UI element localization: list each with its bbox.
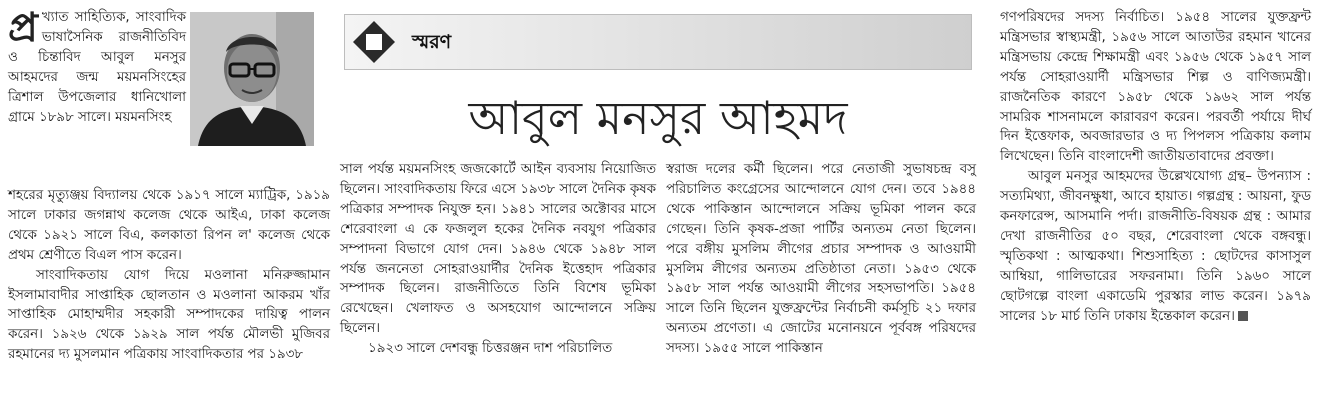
column-4 [1000,8,1311,327]
paragraph: ১৯২৩ সালে দেশবন্ধু চিত্তরঞ্জন দাশ পরিচালিত [368,341,613,357]
diamond-square-icon [352,20,396,64]
portrait-photo [190,12,314,146]
column-3 [666,160,976,359]
paragraph: স্বরাজ দলের কর্মী ছিলেন। পরে নেতাজী সুভাষচন্দ্র বসু পরিচালিত কংগ্রেসের আন্দোলনে যোগ দেন। তবে ১৯৪৪ থেকে পাকিস্তান আন্দোলনে সক্রিয় ভূমিকা পালন করে গেছেন। তিনি কৃষক-প্রজা পার্টির অন্যতম নেতা ছিলেন। পরে বঙ্গীয় মুসলিম লীগের প্রচার সম্পাদক ও আওয়ামী মুসলিম লীগের অন্যতম প্রতিষ্ঠাতা নেতা। ১৯৫৩ থেকে ১৯৫৮ সাল পর্যন্ত আওয়ামী লীগের সহসভাপতি। ১৯৫৪ সালে তিনি ছিলেন যুক্তফ্রন্টের নির্বাচনী কর্মসূচি ২১ দফার অন্যতম প্রণেতা। এ জোটের মনোনয়নে পূর্ববঙ্গ পরিষদের সদস্য। ১৯৫৫ সালে পাকিস্তান [666,162,976,357]
column-2 [340,160,656,359]
portrait-illustration [190,12,314,146]
section-label: স্মরণ [412,31,452,53]
headline: আবুল মনসুর আহমদ [468,91,848,145]
column-1-intro [8,4,186,127]
paragraph: সাল পর্যন্ত ময়মনসিংহ জজকোর্টে আইন ব্যবসায় নিয়োজিত ছিলেন। সাংবাদিকতায় ফিরে এসে ১৯৩৮ সালে দৈনিক কৃষক পত্রিকার সম্পাদক নিযুক্ত হন। ১৯৪১ সালের অক্টোবর মাসে শেরেবাংলা এ কে ফজলুল হকের দৈনিক নবযুগ পত্রিকার সম্পাদনা বিভাগে যোগ দেন। ১৯৪৬ থেকে ১৯৪৮ সাল পর্যন্ত জননেতা সোহরাওয়ার্দীর দৈনিক ইত্তেহাদ পত্রিকার সম্পাদক ছিলেন। রাজনীতিতে তিনি বিশেষ ভূমিকা রেখেছেন। খেলাফত ও অসহযোগ আন্দোলনে সক্রিয় ছিলেন। [340,162,656,337]
intro-text: খ্যাত সাহিত্যিক, সাংবাদিক ভাষাসৈনিক রাজনীতিবিদ ও চিন্তাবিদ আবুল মনসুর আহমদের জন্ম ময়মনসিংহের ত্রিশাল উপজেলার ধানিখোলা গ্রামে ১৮৯৮ সালে। ময়মনসিংহ [8,10,186,125]
paragraph: গণপরিষদের সদস্য নির্বাচিত। ১৯৫৪ সালের যুক্তফ্রন্ট মন্ত্রিসভার স্বাস্থ্যমন্ত্রী, ১৯৫৬ সালে আতাউর রহমান খানের মন্ত্রিসভায় কেন্দ্রে শিক্ষামন্ত্রী এবং ১৯৫৬ থেকে ১৯৫৭ সাল পর্যন্ত সোহরাওয়ার্দী মন্ত্রিসভার শিল্প ও বাণিজ্যমন্ত্রী। রাজনৈতিক কারণে ১৯৫৮ থেকে ১৯৬২ সাল পর্যন্ত সামরিক শাসনামলে কারাবরণ করেন। পরবর্তী পর্যায়ে দীর্ঘ দিন ইত্তেফাক, অবজারভার ও দ্য পিপলস পত্রিকায় কলাম লিখেছেন। তিনি বাংলাদেশী জাতীয়তাবাদের প্রবক্তা। [1000,10,1311,165]
paragraph-text: আবুল মনসুর আহমদের উল্লেখযোগ্য গ্রন্থ– উপন্যাস : সত্যমিথ্যা, জীবনক্ষুধা, আবে হায়াত। গল্পগ্রন্থ : আয়না, ফুড কনফারেন্স, আসমানি পর্দা। রাজনীতি-বিষয়ক গ্রন্থ : আমার দেখা রাজনীতির ৫০ বছর, শেরেবাংলা থেকে বঙ্গবন্ধু। স্মৃতিকথা : আত্মকথা। শিশুসাহিত্য : ছোটদের কাসাসুল আম্বিয়া, গালিভারের সফরনামা। তিনি ১৯৬০ সালে ছোটগল্পে বাংলা একাডেমি পুরস্কার লাভ করেন। ১৯৭৯ সালের ১৮ মার্চ তিনি ঢাকায় ইন্তেকাল করেন। [1000,169,1311,324]
paragraph: সাংবাদিকতায় যোগ দিয়ে মওলানা মনিরুজ্জামান ইসলামাবাদীর সাপ্তাহিক ছোলতান ও মওলানা আকরম খাঁর সাপ্তাহিক মোহাম্মদীর সহকারী সম্পাদকের দায়িত্ব পালন করেন। ১৯২৬ থেকে ১৯২৯ সাল পর্যন্ত মৌলভী মুজিবর রহমানের দ্য মুসলমান পত্রিকায় সাংবাদিকতার পর ১৯৩৮ [8,267,330,363]
paragraph: শহরের মৃত্যুঞ্জয় বিদ্যালয় থেকে ১৯১৭ সালে ম্যাট্রিক, ১৯১৯ সালে ঢাকার জগন্নাথ কলেজ থেকে আইএ, ঢাকা কলেজ থেকে ১৯২১ সালে বিএ, কলকাতা রিপন ল' কলেজ থেকে প্রথম শ্রেণীতে বিএল পাস করেন। [8,188,330,263]
end-mark-icon [1238,311,1248,321]
paragraph [1000,167,1311,326]
column-1-body [8,186,330,365]
drop-cap: প্র [8,4,38,51]
